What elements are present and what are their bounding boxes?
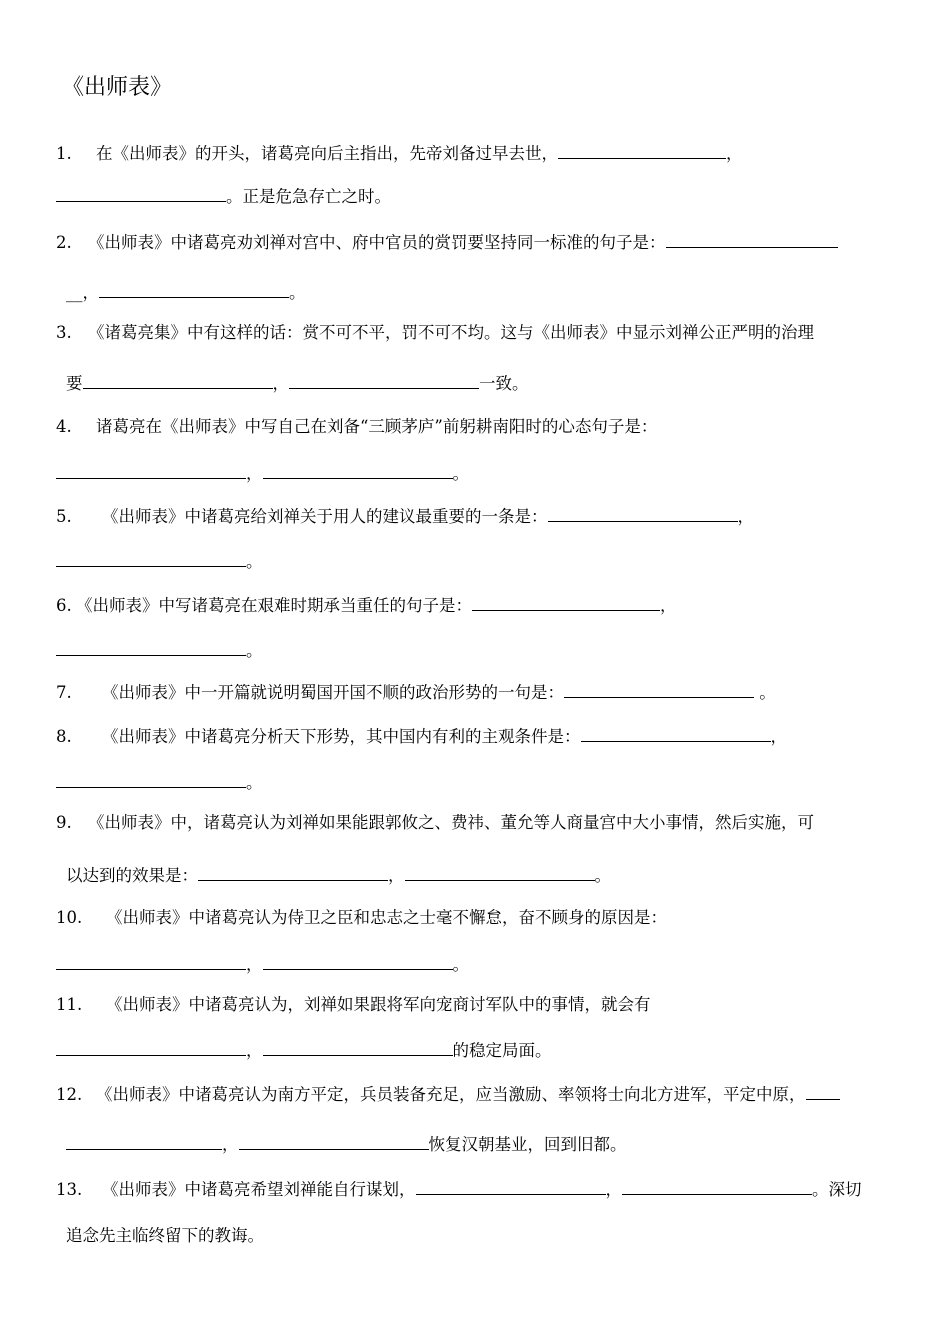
answer-blank[interactable] [666, 229, 838, 248]
answer-blank[interactable] [56, 460, 246, 479]
answer-blank[interactable] [416, 1176, 606, 1195]
separator: ， [246, 464, 263, 483]
question-9-line-1 [56, 811, 814, 835]
answer-blank[interactable] [472, 592, 660, 611]
question-text: 在《出师表》的开头，诸葛亮向后主指出，先帝刘备过早去世， [96, 144, 558, 163]
question-text-cont: 以达到的效果是： [66, 866, 198, 885]
question-7-line-1 [56, 679, 776, 705]
question-text-end: 。 [289, 283, 306, 302]
answer-blank[interactable] [564, 679, 754, 698]
separator: ， [660, 596, 677, 615]
answer-blank[interactable] [99, 279, 289, 298]
separator: ， [770, 727, 787, 746]
question-number: 10. [56, 908, 83, 927]
question-number: 2. [56, 233, 72, 252]
separator: ， [726, 144, 743, 163]
question-number: 8. [56, 727, 72, 746]
question-5-line-2 [56, 548, 263, 574]
answer-blank[interactable] [405, 862, 595, 881]
answer-blank[interactable] [558, 140, 726, 159]
answer-blank[interactable] [581, 723, 771, 742]
answer-blank[interactable] [806, 1081, 840, 1100]
question-number: 12. [56, 1085, 83, 1104]
answer-blank[interactable] [56, 183, 226, 202]
separator: ， [246, 955, 263, 974]
question-text-end: 。 [246, 552, 263, 571]
answer-blank[interactable] [56, 951, 246, 970]
question-text-end: 一致。 [479, 374, 529, 393]
question-6-line-1 [56, 592, 677, 618]
question-9-line-2 [66, 862, 611, 888]
question-text: 《出师表》中写诸葛亮在艰难时期承当重任的句子是： [76, 596, 472, 615]
question-text-cont: 要 [66, 374, 83, 393]
question-text: 《出师表》中诸葛亮给刘禅关于用人的建议最重要的一条是： [102, 507, 548, 526]
question-text-end: 的稳定局面。 [452, 1041, 552, 1060]
question-number: 11. [56, 995, 83, 1014]
answer-blank[interactable] [239, 1131, 429, 1150]
question-2-line-1 [56, 229, 838, 255]
answer-blank[interactable] [622, 1176, 812, 1195]
answer-blank[interactable] [198, 862, 388, 881]
question-text-end: 。正是危急存亡之时。 [226, 187, 391, 206]
answer-blank[interactable] [263, 460, 453, 479]
question-number: 13. [56, 1180, 83, 1199]
question-text: 《出师表》中诸葛亮认为南方平定，兵员装备充足，应当激励、率领将士向北方进军，平定中原， [96, 1085, 806, 1104]
question-3-line-1 [56, 321, 814, 345]
answer-blank[interactable] [263, 951, 453, 970]
question-text: 《诸葛亮集》中有这样的话：赏不可不平，罚不可不均。这与《出师表》中显示刘禅公正严明的治理 [88, 323, 814, 342]
question-text: 《出师表》中诸葛亮劝刘禅对宫中、府中官员的赏罚要坚持同一标准的句子是： [88, 233, 666, 252]
question-1-line-2 [56, 183, 391, 209]
question-text: 《出师表》中一开篇就说明蜀国开国不顺的政治形势的一句是： [102, 683, 564, 702]
question-4-line-1 [56, 415, 657, 439]
question-number: 5. [56, 507, 72, 526]
question-3-line-2 [66, 370, 529, 396]
answer-blank[interactable] [56, 1037, 246, 1056]
answer-blank[interactable] [548, 503, 738, 522]
question-number: 1. [56, 144, 72, 163]
question-number: 3. [56, 323, 72, 342]
question-8-line-2 [56, 769, 263, 795]
question-text-end: 。深切 [812, 1180, 862, 1199]
question-text-cont: __， [66, 283, 99, 302]
question-1-line-1 [56, 140, 743, 166]
question-text: 《出师表》中，诸葛亮认为刘禅如果能跟郭攸之、费祎、董允等人商量宫中大小事情，然后实施，可 [88, 813, 814, 832]
question-12-line-2 [66, 1131, 627, 1157]
question-13-line-1 [56, 1176, 862, 1202]
answer-blank[interactable] [56, 548, 246, 567]
page-title: 《出师表》 [62, 75, 173, 100]
question-text: 《出师表》中诸葛亮认为，刘禅如果跟将军向宠商讨军队中的事情，就会有 [106, 995, 651, 1014]
question-number: 7. [56, 683, 72, 702]
separator: ， [737, 507, 754, 526]
question-text-end: 。 [452, 464, 469, 483]
question-13-line-2 [66, 1224, 264, 1248]
answer-blank[interactable] [263, 1037, 453, 1056]
question-text-end: 。 [246, 773, 263, 792]
question-text-end: 。 [452, 955, 469, 974]
separator: ， [388, 866, 405, 885]
answer-blank[interactable] [56, 637, 246, 656]
question-number: 9. [56, 813, 72, 832]
answer-blank[interactable] [66, 1131, 222, 1150]
question-text-cont: 追念先主临终留下的教诲。 [66, 1226, 264, 1245]
question-6-line-2 [56, 637, 263, 663]
answer-blank[interactable] [56, 769, 246, 788]
question-text-end: 。 [246, 641, 263, 660]
question-text: 《出师表》中诸葛亮分析天下形势，其中国内有利的主观条件是： [102, 727, 581, 746]
answer-blank[interactable] [289, 370, 479, 389]
question-5-line-1 [56, 503, 754, 529]
separator: ， [222, 1135, 239, 1154]
question-10-line-1 [56, 906, 667, 930]
question-8-line-1 [56, 723, 787, 749]
question-11-line-2 [56, 1037, 552, 1063]
question-4-line-2 [56, 460, 469, 486]
question-text-end: 。 [759, 683, 776, 702]
question-10-line-2 [56, 951, 469, 977]
separator: ， [246, 1041, 263, 1060]
question-number: 6. [56, 596, 72, 615]
question-12-line-1 [56, 1081, 840, 1107]
question-number: 4. [56, 417, 72, 436]
separator: ， [272, 374, 289, 393]
question-text: 《出师表》中诸葛亮希望刘禅能自行谋划， [102, 1180, 416, 1199]
question-text: 《出师表》中诸葛亮认为侍卫之臣和忠志之士毫不懈怠，奋不顾身的原因是： [106, 908, 667, 927]
separator: ， [605, 1180, 622, 1199]
question-2-line-2 [66, 279, 306, 305]
question-11-line-1 [56, 993, 651, 1017]
question-text-end: 恢复汉朝基业，回到旧都。 [428, 1135, 627, 1154]
answer-blank[interactable] [83, 370, 273, 389]
question-text-end: 。 [594, 866, 611, 885]
question-text: 诸葛亮在《出师表》中写自己在刘备“三顾茅庐”前躬耕南阳时的心态句子是： [96, 417, 658, 436]
